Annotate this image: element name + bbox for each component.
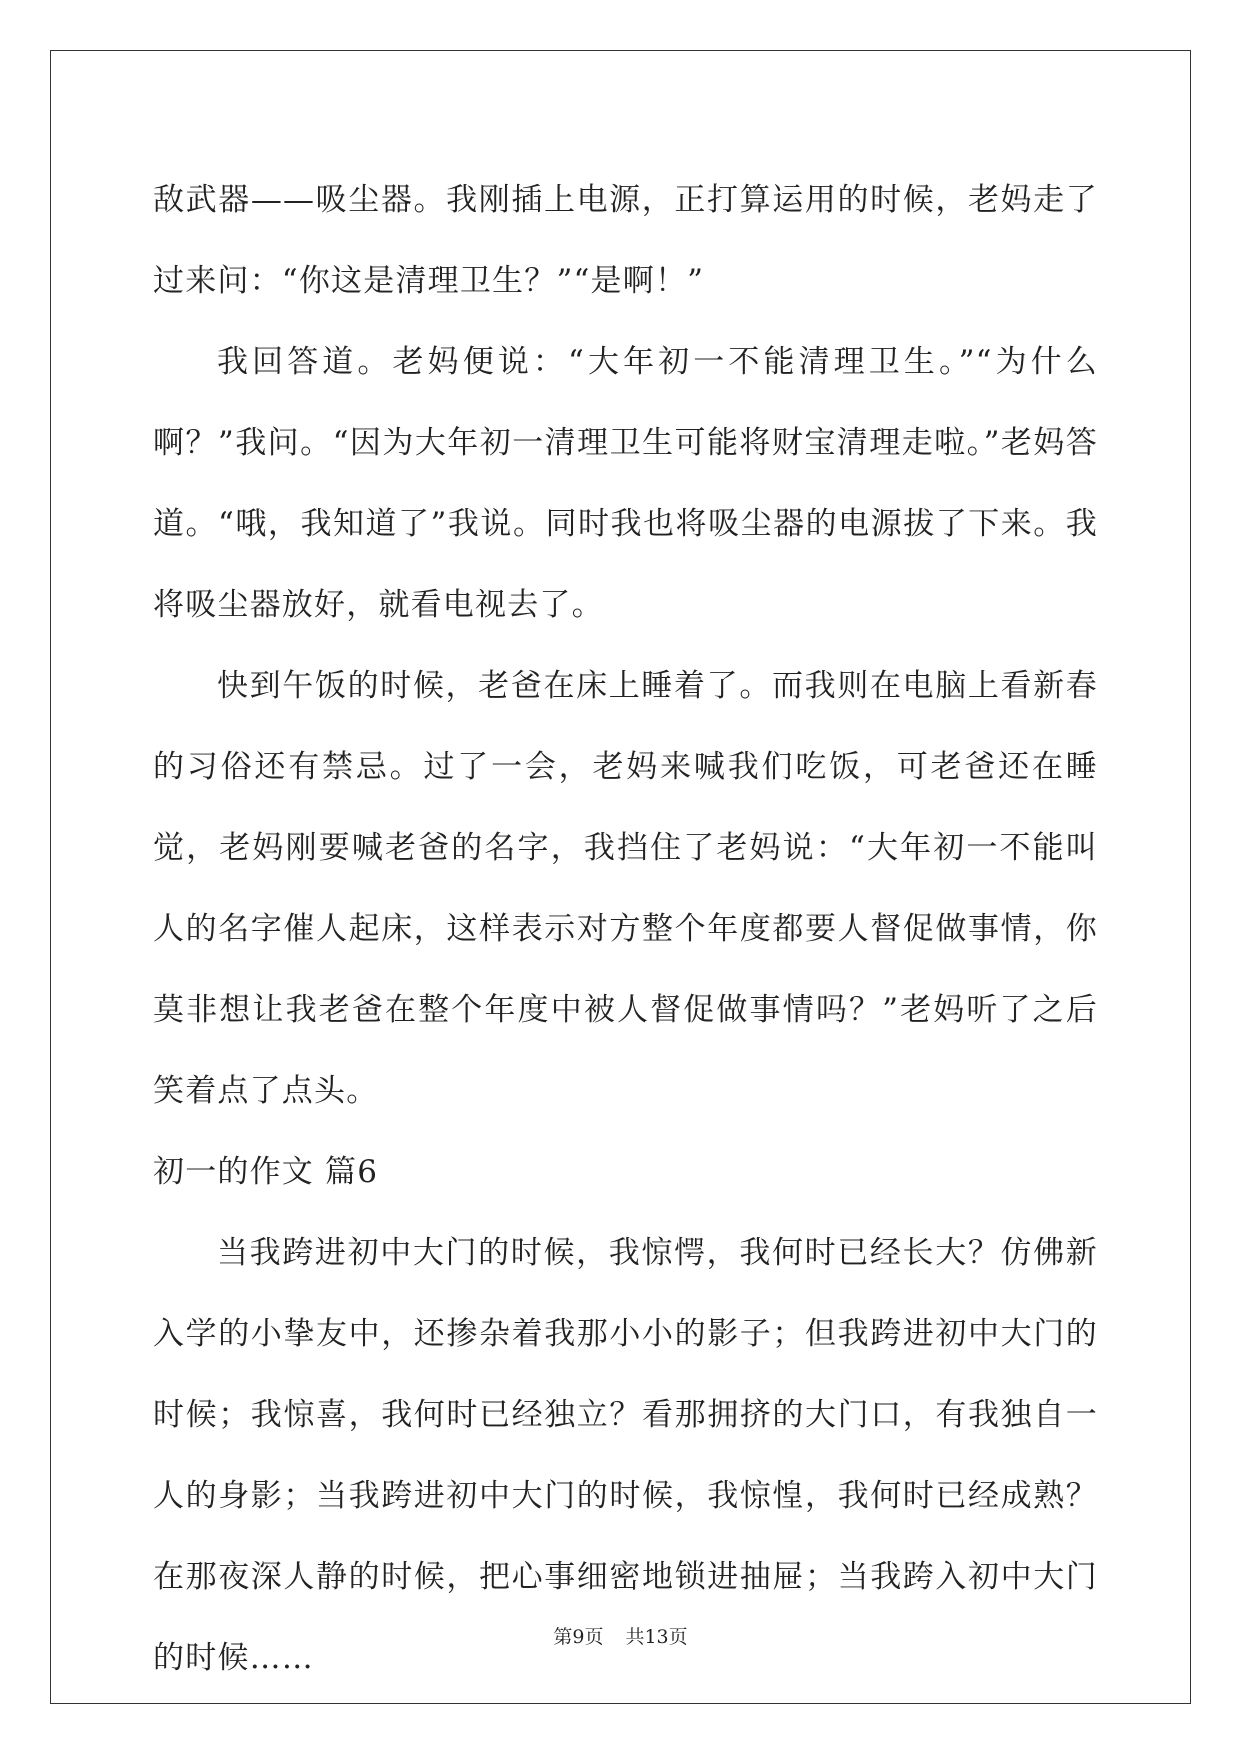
page-number: 第9页 — [553, 1626, 604, 1648]
document-body — [153, 160, 1098, 1699]
page-footer — [0, 1622, 1241, 1649]
page-total: 共13页 — [625, 1626, 688, 1648]
paragraph: 快到午饭的时候，老爸在床上睡着了。而我则在电脑上看新春的习俗还有禁忌。过了一会，老妈来喊我们吃饭，可老爸还在睡觉，老妈刚要喊老爸的名字，我挡住了老妈说：“大年初一不能叫人的名字催人起床，这样表示对方整个年度都要人督促做事情，你莫非想让我老爸在整个年度中被人督促做事情吗？”老妈听了之后笑着点了点头。 — [153, 668, 1098, 1109]
paragraph: 当我跨进初中大门的时候，我惊愕，我何时已经长大？仿佛新入学的小挚友中，还掺杂着我那小小的影子；但我跨进初中大门的时候；我惊喜，我何时已经独立？看那拥挤的大门口，有我独自一人的身影；当我跨进初中大门的时候，我惊惶，我何时已经成熟？在那夜深人静的时候，把心事细密地锁进抽屉；当我跨入初中大门的时候…… — [153, 1235, 1098, 1676]
section-heading: 初一的作文 篇6 — [153, 1154, 379, 1190]
paragraph-continued: 敌武器——吸尘器。我刚插上电源，正打算运用的时候，老妈走了过来问：“你这是清理卫生？”“是啊！” — [153, 182, 1098, 299]
paragraph: 我回答道。老妈便说：“大年初一不能清理卫生。”“为什么啊？”我问。“因为大年初一清理卫生可能将财宝清理走啦。”老妈答道。“哦，我知道了”我说。同时我也将吸尘器的电源拔了下来。我将吸尘器放好，就看电视去了。 — [153, 344, 1098, 623]
